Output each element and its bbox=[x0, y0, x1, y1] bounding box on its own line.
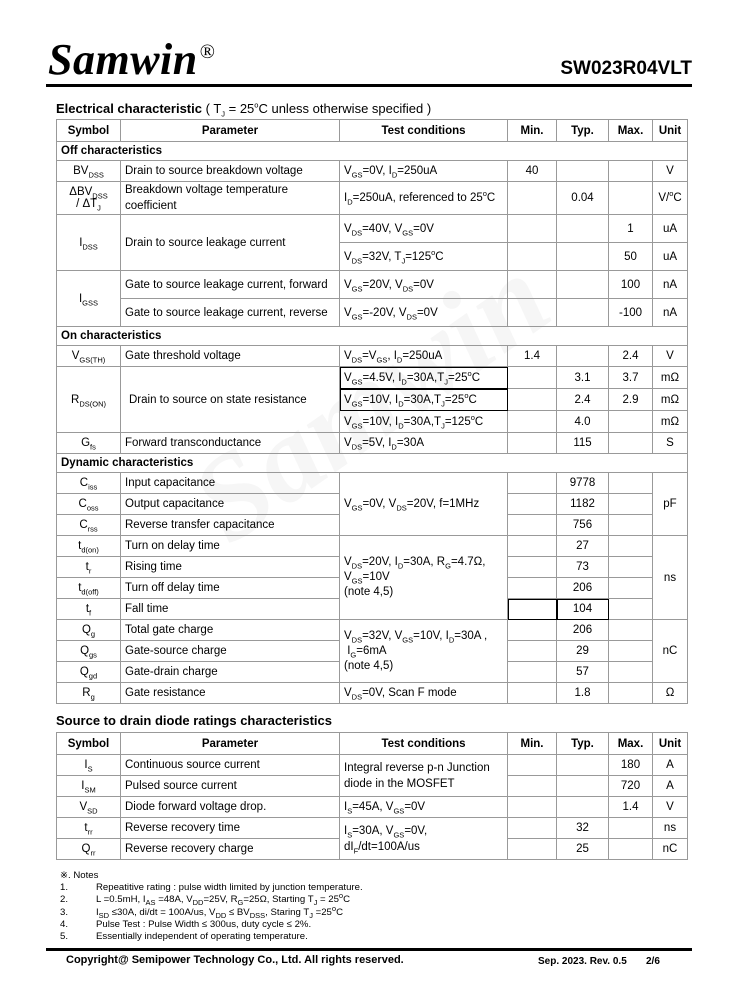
page-number: 2/6 bbox=[646, 956, 660, 967]
table-row: $I_{DSS}$ Drain to source leakage current $V_{DS}=40V$, $V_{GS}=0V$ 1 uA bbox=[57, 215, 688, 243]
table-row: $Q_g$ Total gate charge $V_{DS}=32V$, $V_{GS}=10V$, $I_D=30A$ , $I_G=6mA$ (note 4,5) 206 nC bbox=[57, 620, 688, 641]
table-row: $Q_{gs}$ Gate-source charge 29 bbox=[57, 641, 688, 662]
table-row: $t_f$ Fall time 104 bbox=[57, 599, 688, 620]
table-row: $Q_{rr}$ Reverse recovery charge 25 nC bbox=[57, 839, 688, 860]
table-row: $I_{GSS}$ Gate to source leakage current, forward $V_{GS}=20V$, $V_{DS}=0V$ 100 nA bbox=[57, 271, 688, 299]
table-row: $t_r$ Rising time 73 bbox=[57, 557, 688, 578]
table-row: $V_{SD}$ Diode forward voltage drop. $I_S=45A$, $V_{GS}=0V$ 1.4 V bbox=[57, 797, 688, 818]
table-row: $R_g$ Gate resistance $V_{DS}=0V$, Scan F mode 1.8 Ω bbox=[57, 683, 688, 704]
notes: ※. Notes 1. Repeatitive rating : pulse width limited by junction temperature. 2. L =0.5mH, $I_{AS} =48A$, $V_{DD}=25V$, $R_G=25\Omega$, Starting $T_J = 25^oC$ 3. $I_{SD} \le 30A$, di/dt = 100A/us, $V_{DD} \le BV_{DSS}$, Staring $T_J =25^oC$ 4. Pulse Test : Pulse Width ≤ 300us, duty cycle ≤ 2%. 5. Essentially independent of operating temperature. bbox=[60, 870, 363, 943]
table-row: $\Delta BV_{DSS}$ / $\Delta T_J$ Breakdown voltage temperature coefficient $I_D=250uA$, referenced to 25$^o$C 0.04 V/$^o$C bbox=[57, 182, 688, 215]
part-number: SW023R04VLT bbox=[560, 58, 692, 79]
table-row: $I_{SM}$ Pulsed source current 720 A bbox=[57, 776, 688, 797]
table-row: $C_{iss}$ Input capacitance $V_{GS}=0V$, $V_{DS}=20V$, f=1MHz 9778 pF bbox=[57, 473, 688, 494]
section-row: Dynamic characteristics bbox=[57, 454, 688, 473]
samwin-logo: Samwin ® bbox=[48, 35, 216, 84]
diode-title: Source to drain diode ratings characteristics bbox=[56, 713, 332, 728]
table-row: $V_{GS}=10V$, $I_D=30A,T_J=125^oC$ 4.0 mΩ bbox=[57, 411, 688, 433]
electrical-characteristics-table bbox=[56, 119, 688, 704]
table-header-row: Symbol Parameter Test conditions Min. Typ. Max. Unit bbox=[57, 733, 688, 755]
table-header-row: Symbol Parameter Test conditions Min. Typ. Max. Unit bbox=[57, 120, 688, 142]
table-row: $V_{GS(TH)}$ Gate threshold voltage $V_{DS}=V_{GS}$, $I_D=250uA$ 1.4 2.4 V bbox=[57, 346, 688, 367]
table-row: $C_{oss}$ Output capacitance 1182 bbox=[57, 494, 688, 515]
table-row: $BV_{DSS}$ Drain to source breakdown voltage $V_{GS}=0V$, $I_D=250uA$ 40 V bbox=[57, 161, 688, 182]
header-divider bbox=[46, 84, 692, 87]
table-row: Gate to source leakage current, reverse $V_{GS}=-20V$, $V_{DS}=0V$ -100 nA bbox=[57, 299, 688, 327]
copyright: Copyright@ Semipower Technology Co., Ltd. All rights reserved. bbox=[66, 954, 404, 966]
table-row: $t_{d(on)}$ Turn on delay time $V_{DS}=20V$, $I_D=30A$, $R_G=4.7\Omega$, $V_{GS}=10V$ (note 4,5) 27 ns bbox=[57, 536, 688, 557]
table-row: $t_{rr}$ Reverse recovery time $I_S=30A$, $V_{GS}=0V$, $dI_F/dt=100A/us$ 32 ns bbox=[57, 818, 688, 839]
table-row: $t_{d(off)}$ Turn off delay time 206 bbox=[57, 578, 688, 599]
table-row: $R_{DS(ON)}$ Drain to source on state resistance $V_{GS}=4.5V$, $I_D=30A,T_J=25^oC$ 3.1 3.7 mΩ bbox=[57, 367, 688, 389]
electrical-title: Electrical characteristic ( $T_J = 25^oC$ unless otherwise specified ) bbox=[56, 100, 432, 119]
table-row: $Q_{gd}$ Gate-drain charge 57 bbox=[57, 662, 688, 683]
table-row: $I_S$ Continuous source current Integral reverse p-n Junction diode in the MOSFET 180 A bbox=[57, 755, 688, 776]
section-row: On characteristics bbox=[57, 327, 688, 346]
table-row: $G_{fs}$ Forward transconductance $V_{DS}=5V$, $I_D=30A$ 115 S bbox=[57, 433, 688, 454]
revision: Sep. 2023. Rev. 0.5 bbox=[538, 956, 627, 967]
diode-ratings-table bbox=[56, 732, 688, 860]
table-row: $V_{DS}=32V$, $T_J=125^oC$ 50 uA bbox=[57, 243, 688, 271]
table-row: $C_{rss}$ Reverse transfer capacitance 756 bbox=[57, 515, 688, 536]
table-row: $V_{GS}=10V$, $I_D=30A,T_J=25^oC$ 2.4 2.9 mΩ bbox=[57, 389, 688, 411]
footer-divider bbox=[46, 948, 692, 951]
section-row: Off characteristics bbox=[57, 142, 688, 161]
